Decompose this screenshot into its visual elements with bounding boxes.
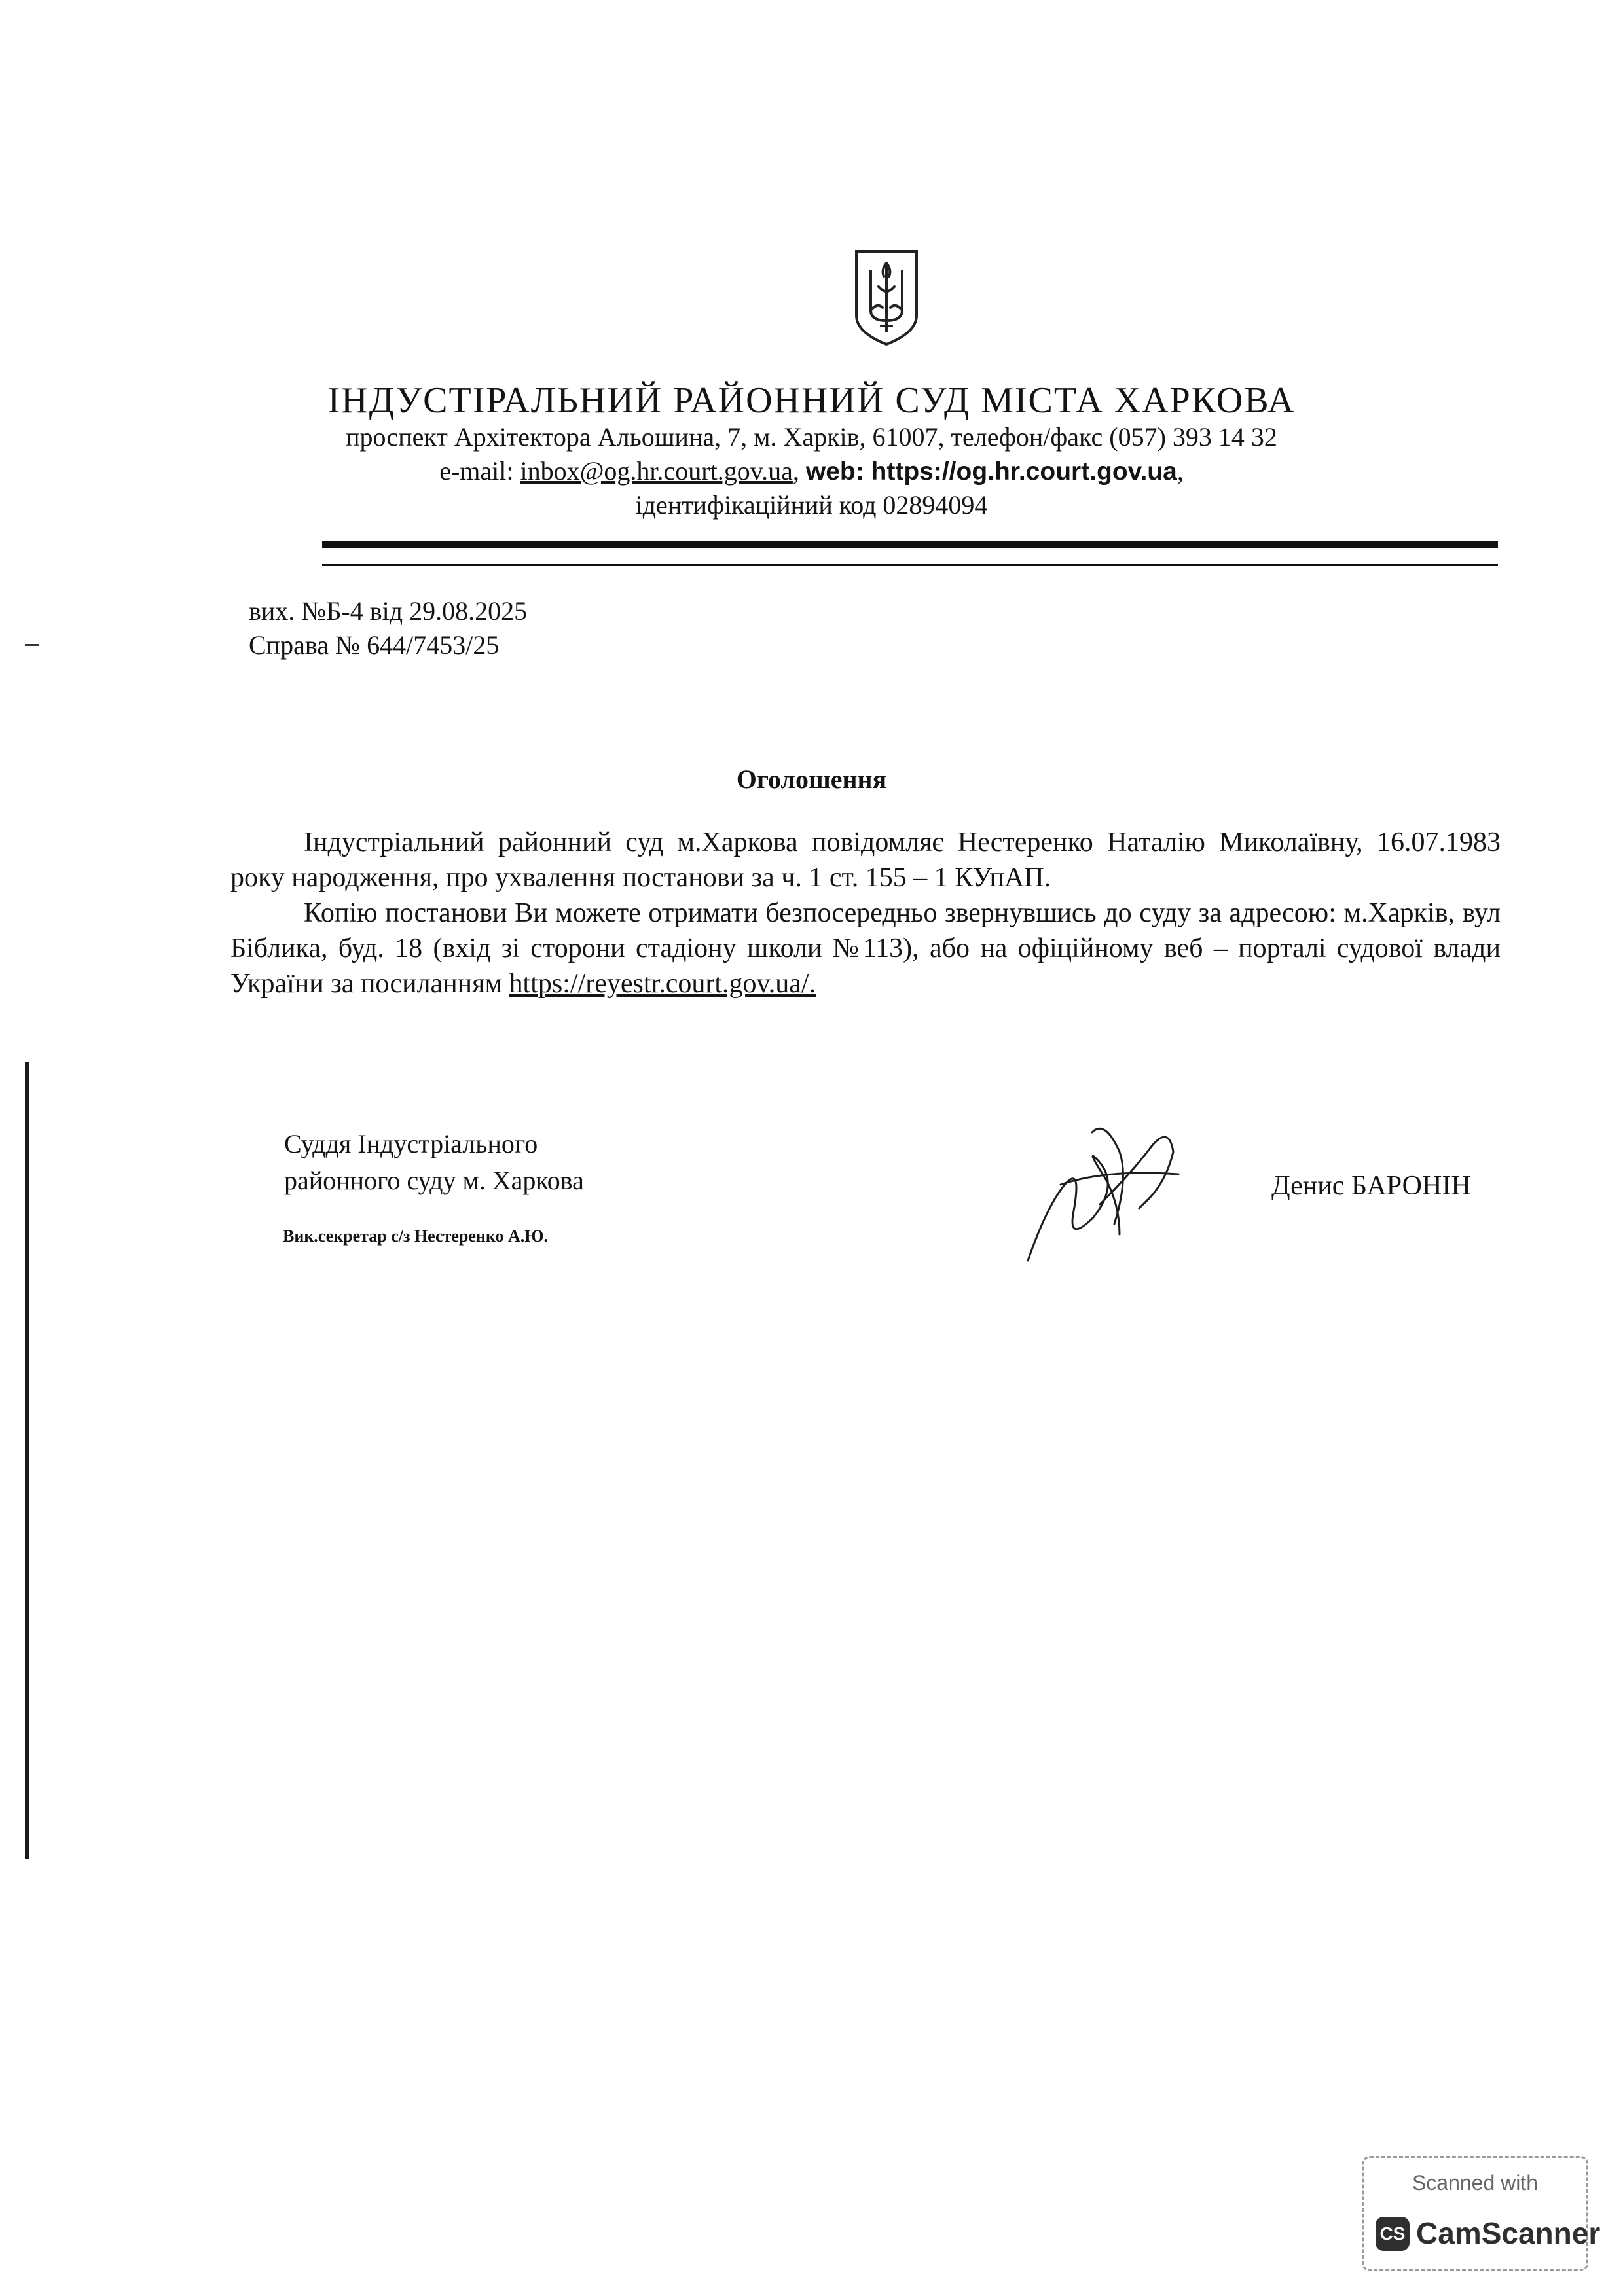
- notice-paragraph-2: [230, 895, 1501, 1001]
- email-link[interactable]: inbox@og.hr.court.gov.ua: [520, 456, 793, 486]
- notice-title: Оголошення: [736, 764, 887, 794]
- notice-paragraph-2-text: Копію постанови Ви можете отримати безпосередньо звернувшись до суду за адресою: м.Харків, вул Біблика, буд. 18 (вхід зі сторони стадіону школи №113), або на офіційному веб – порталі судової влади України за посиланням: [230, 898, 1501, 999]
- registry-link[interactable]: https://reyestr.court.gov.ua/.: [509, 969, 816, 999]
- scan-edge-line: [25, 1062, 29, 1859]
- clerk-note: Вик.секретар с/з Нестеренко А.Ю.: [283, 1227, 549, 1246]
- camscanner-logo-icon: CS: [1376, 2217, 1410, 2251]
- contacts-trailing: ,: [1176, 456, 1184, 486]
- coat-of-arms-icon: [852, 247, 921, 347]
- header-divider-thin: [322, 564, 1498, 566]
- document-references: [249, 594, 527, 662]
- court-id-code: ідентифікаційний код 02894094: [635, 490, 988, 520]
- judge-position-line-1: Суддя Індустріального: [284, 1129, 538, 1158]
- camscanner-name: CamScanner: [1416, 2216, 1601, 2250]
- camscanner-watermark: [1362, 2156, 1601, 2271]
- court-address: проспект Архітектора Альошина, 7, м. Харків, 61007, телефон/факс (057) 393 14 32: [346, 422, 1277, 452]
- email-label: e-mail:: [439, 456, 520, 486]
- judge-position: [284, 1126, 584, 1199]
- notice-paragraph-1: Індустріальний районний суд м.Харкова повідомляє Нестеренко Наталію Миколаївну, 16.07.1983 року народження, про ухвалення постанови за ч. 1 ст. 155 – 1 КУпАП.: [230, 827, 1501, 893]
- judge-position-line-2: районного суду м. Харкова: [284, 1166, 584, 1195]
- scan-edge-mark: [25, 644, 39, 646]
- scanned-with-label: Scanned with: [1412, 2171, 1539, 2195]
- handwritten-signature: [1021, 1106, 1185, 1263]
- website-link[interactable]: web: https://og.hr.court.gov.ua: [805, 457, 1177, 486]
- court-name: ІНДУСТІРАЛЬНИЙ РАЙОННИЙ СУД МІСТА ХАРКОВА: [327, 380, 1296, 421]
- judge-name: Денис БАРОНІН: [1271, 1171, 1471, 1201]
- notice-body: [230, 825, 1501, 1001]
- header-divider-thick: [322, 541, 1498, 548]
- court-contacts: [0, 456, 1623, 486]
- contacts-separator: ,: [792, 456, 806, 486]
- case-number: Справа № 644/7453/25: [249, 630, 500, 660]
- outgoing-number: вих. №Б-4 від 29.08.2025: [249, 596, 528, 626]
